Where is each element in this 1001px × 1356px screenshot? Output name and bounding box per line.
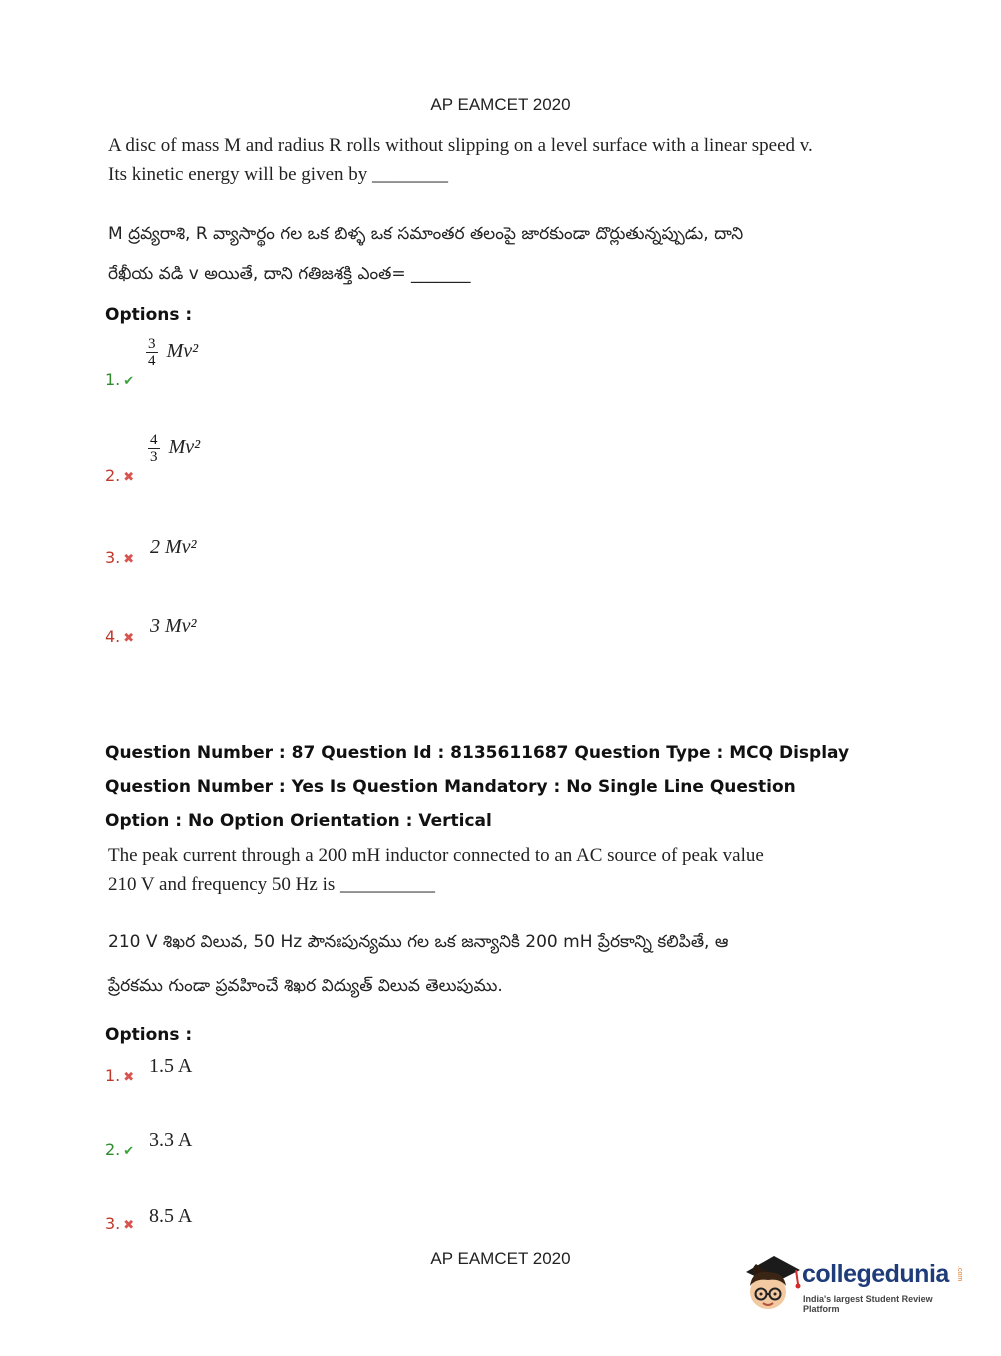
q1-telugu-line-2: రేఖీయ వడి v అయితే, దాని గతిజశక్తి ఎంత= _______ [108, 264, 471, 284]
q2-english-line-2: 210 V and frequency 50 Hz is __________ [108, 874, 435, 895]
fraction-numerator: 3 [148, 336, 156, 352]
q1-english-line-1: A disc of mass M and radius R rolls without slipping on a level surface with a linear speed v. [108, 135, 813, 156]
q1-english-line-2: Its kinetic energy will be given by ________ [108, 164, 449, 185]
cross-icon: ✖ [123, 1218, 135, 1233]
logo-suffix: .com [956, 1266, 963, 1282]
q2-telugu-line-1: 210 V శిఖర విలువ, 50 Hz పౌనఃపున్యము గల ఒక జన్యానికి 200 mH ప్రేరకాన్ని కలిపితే, ఆ [108, 932, 729, 952]
q1-options-label: Options : [105, 305, 193, 325]
fraction [146, 336, 158, 369]
q2-option-2-answer: 3.3 A [149, 1129, 193, 1151]
mascot-icon [740, 1250, 802, 1318]
option-number: 2. [105, 1140, 121, 1159]
q2-options-label: Options : [105, 1025, 193, 1045]
fraction [148, 432, 160, 465]
option-number: 3. [105, 548, 121, 567]
q1-option-3-answer: 2 Mv² [150, 536, 197, 558]
logo-tagline: India's largest Student Review Platform [803, 1294, 933, 1314]
question-meta: Question Number : 87 Question Id : 8135611687 Question Type : MCQ Display Question Number : Yes Is Question Mandatory : No Single Line Question Option : No Option Orientation : Vertical [105, 743, 850, 831]
cross-icon: ✖ [123, 552, 135, 567]
fraction-denominator: 3 [150, 449, 158, 465]
cross-icon: ✖ [123, 470, 135, 485]
q2-option-3[interactable] [105, 1214, 134, 1233]
logo-wordmark: collegedunia [802, 1260, 949, 1288]
q1-telugu-line-1: M ద్రవ్యరాశి, R వ్యాసార్థం గల ఒక బిళ్ళ ఒక సమాంతర తలంపై జారకుండా దొర్లుతున్నప్పుడు, దాని [108, 224, 744, 244]
collegedunia-logo[interactable] [740, 1250, 970, 1320]
q1-option-4-answer: 3 Mv² [150, 615, 197, 637]
fraction-denominator: 4 [148, 353, 156, 369]
fraction-numerator: 4 [150, 432, 158, 448]
q2-option-1-answer: 1.5 A [149, 1055, 193, 1077]
option-expression: Mv² [166, 340, 199, 362]
option-number: 4. [105, 627, 121, 646]
q1-option-1-answer [146, 336, 198, 369]
option-number: 2. [105, 466, 121, 485]
q2-telugu-line-2: ప్రేరకము గుండా ప్రవహించే శిఖర విద్యుత్ విలువ తెలుపుము. [108, 976, 503, 996]
cross-icon: ✖ [123, 1070, 135, 1085]
q1-option-1[interactable] [105, 370, 134, 389]
page-header: AP EAMCET 2020 [430, 95, 571, 114]
q2-english-line-1: The peak current through a 200 mH inductor connected to an AC source of peak value [108, 845, 764, 866]
q1-option-2-answer [148, 432, 200, 465]
option-number: 1. [105, 1066, 121, 1085]
q1-option-3[interactable] [105, 548, 134, 567]
page-footer: AP EAMCET 2020 [430, 1249, 571, 1268]
check-icon: ✔ [123, 374, 135, 389]
q2-option-2[interactable] [105, 1140, 134, 1159]
q2-option-1[interactable] [105, 1066, 134, 1085]
option-number: 3. [105, 1214, 121, 1233]
cross-icon: ✖ [123, 631, 135, 646]
option-expression: Mv² [168, 436, 201, 458]
check-icon: ✔ [123, 1144, 135, 1159]
q2-option-3-answer: 8.5 A [149, 1205, 193, 1227]
q1-option-2[interactable] [105, 466, 134, 485]
q1-option-4[interactable] [105, 627, 134, 646]
option-number: 1. [105, 370, 121, 389]
